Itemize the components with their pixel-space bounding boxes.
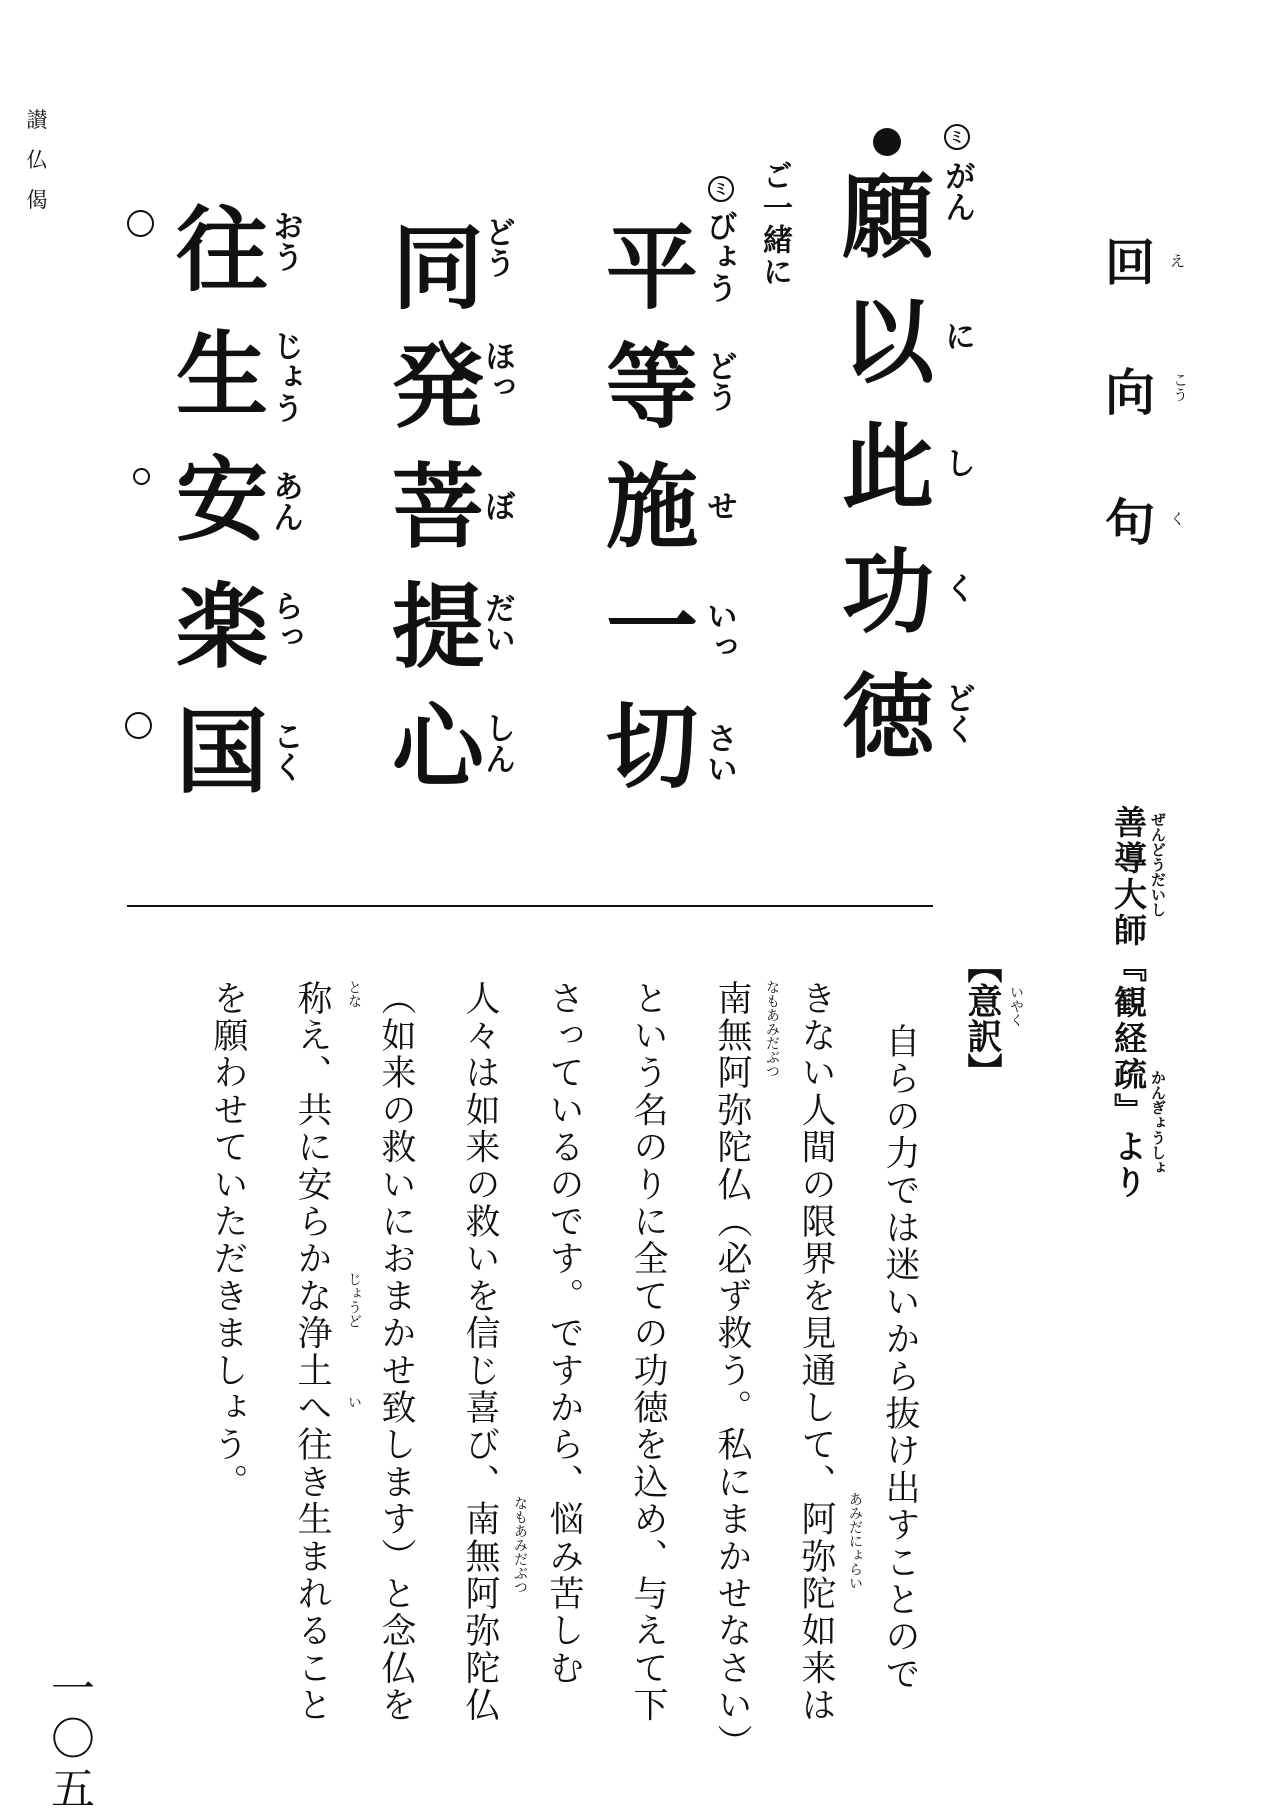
- verse-ruby: こく: [267, 720, 303, 782]
- verse-char: 一: [605, 573, 698, 681]
- verse-ruby: びょう: [701, 210, 737, 303]
- verse-ruby: どう: [701, 350, 737, 412]
- verse-char: 国: [175, 698, 268, 806]
- verse-char: 徳: [841, 663, 934, 771]
- translation-heading: 【意訳】: [962, 948, 1003, 1088]
- section-divider: [127, 905, 933, 907]
- small-open-circle-mark-icon: [133, 468, 150, 485]
- verse-char: 功: [841, 538, 934, 646]
- verse-ruby: し: [939, 447, 975, 478]
- translation-ruby: なもあみだぶつ: [764, 980, 780, 1078]
- verse-ruby: ほっ: [479, 340, 515, 402]
- verse-char: 此: [841, 413, 934, 521]
- verse-ruby: く: [939, 572, 975, 603]
- verse-ruby: おう: [267, 210, 303, 272]
- verse-ruby: らっ: [267, 590, 303, 652]
- verse-char: 切: [605, 693, 698, 801]
- translation-ruby: なもあみだぶつ: [512, 1496, 528, 1594]
- verse-ruby: どう: [479, 216, 515, 278]
- verse-char: 発: [391, 333, 484, 441]
- verse-ruby: さい: [701, 722, 737, 784]
- translation-line: を願わせていただきましょう。: [208, 980, 248, 1501]
- verse-char: 安: [175, 446, 268, 554]
- mi-mark-icon: ミ: [708, 176, 734, 202]
- translation-line: （如来の救いにおまかせ致します）と念仏を: [376, 980, 416, 1724]
- source-ruby-work: かんぎょうしょ: [1149, 1070, 1167, 1175]
- translation-line: さっているのです。ですから、悩み苦しむ: [544, 980, 584, 1687]
- translation-line: という名のりに全ての功徳を込め、与えて下: [628, 980, 668, 1724]
- verse-ruby: がん: [939, 160, 975, 222]
- running-header-char: 偈: [26, 188, 48, 212]
- page-number-char: 五: [51, 1764, 95, 1815]
- title-char: 句: [1105, 493, 1155, 552]
- open-circle-mark-icon: [125, 712, 152, 739]
- verse-char: 施: [605, 453, 698, 561]
- running-header-char: 仏: [26, 148, 48, 172]
- translation-line: 称え、共に安らかな浄土へ往き生まれること: [292, 980, 332, 1724]
- title-ruby: こう: [1171, 372, 1189, 402]
- source-ruby-author: ぜんどうだいし: [1149, 812, 1167, 917]
- title-ruby: え: [1170, 252, 1186, 270]
- translation-ruby: あみだにょらい: [847, 1492, 863, 1590]
- title-char: 向: [1105, 363, 1155, 422]
- verse-ruby: ぼ: [479, 490, 515, 521]
- filled-circle-mark-icon: [873, 128, 901, 156]
- source-citation: 善導大師『観経疏』より: [1109, 805, 1148, 1201]
- heading-ruby: いやく: [1008, 985, 1024, 1027]
- verse-char: 生: [175, 321, 268, 429]
- verse-ruby: いっ: [701, 600, 737, 662]
- section-title: [1102, 235, 1158, 625]
- page-number-char: 〇: [51, 1714, 95, 1765]
- page-number-char: 一: [51, 1664, 95, 1715]
- title-char: 回: [1105, 233, 1155, 292]
- verse-char: 平: [605, 214, 698, 322]
- translation-line: きない人間の限界を見通して、阿弥陀如来は: [796, 980, 836, 1724]
- translation-ruby: じょうど: [346, 1272, 362, 1328]
- title-ruby: く: [1170, 510, 1186, 528]
- verse-char: 同: [391, 214, 484, 322]
- translation-line: 人々は如来の救いを信じ喜び、南無阿弥陀仏: [460, 980, 500, 1724]
- open-circle-mark-icon: [127, 210, 154, 237]
- translation-line: 南無阿弥陀仏（必ず救う。私にまかせなさい）: [712, 980, 752, 1762]
- translation-ruby: い: [346, 1395, 362, 1409]
- page-number: [48, 1665, 98, 1815]
- running-header-char: 讃: [26, 108, 48, 132]
- verse-ruby: どく: [939, 682, 975, 744]
- verse-char: 往: [175, 196, 268, 304]
- translation-line: 自らの力では迷いから抜け出すことので: [880, 986, 920, 1693]
- verse-ruby: しん: [479, 712, 515, 774]
- mi-mark-icon: ミ: [944, 124, 970, 150]
- verse-ruby: あん: [267, 470, 303, 532]
- verse-char: 以: [841, 288, 934, 396]
- verse-ruby: じょう: [267, 330, 303, 423]
- verse-ruby: だい: [479, 592, 515, 654]
- verse-char: 心: [391, 693, 484, 801]
- verse-char: 願: [841, 163, 934, 271]
- verse-char: 楽: [175, 573, 268, 681]
- translation-ruby: とな: [346, 980, 362, 1008]
- verse-char: 等: [605, 333, 698, 441]
- verse-char: 提: [391, 573, 484, 681]
- verse-ruby: に: [939, 320, 975, 351]
- together-note: ご一緒に: [757, 160, 792, 288]
- verse-char: 菩: [391, 453, 484, 561]
- verse-ruby: せ: [701, 490, 737, 521]
- running-header: [20, 100, 54, 220]
